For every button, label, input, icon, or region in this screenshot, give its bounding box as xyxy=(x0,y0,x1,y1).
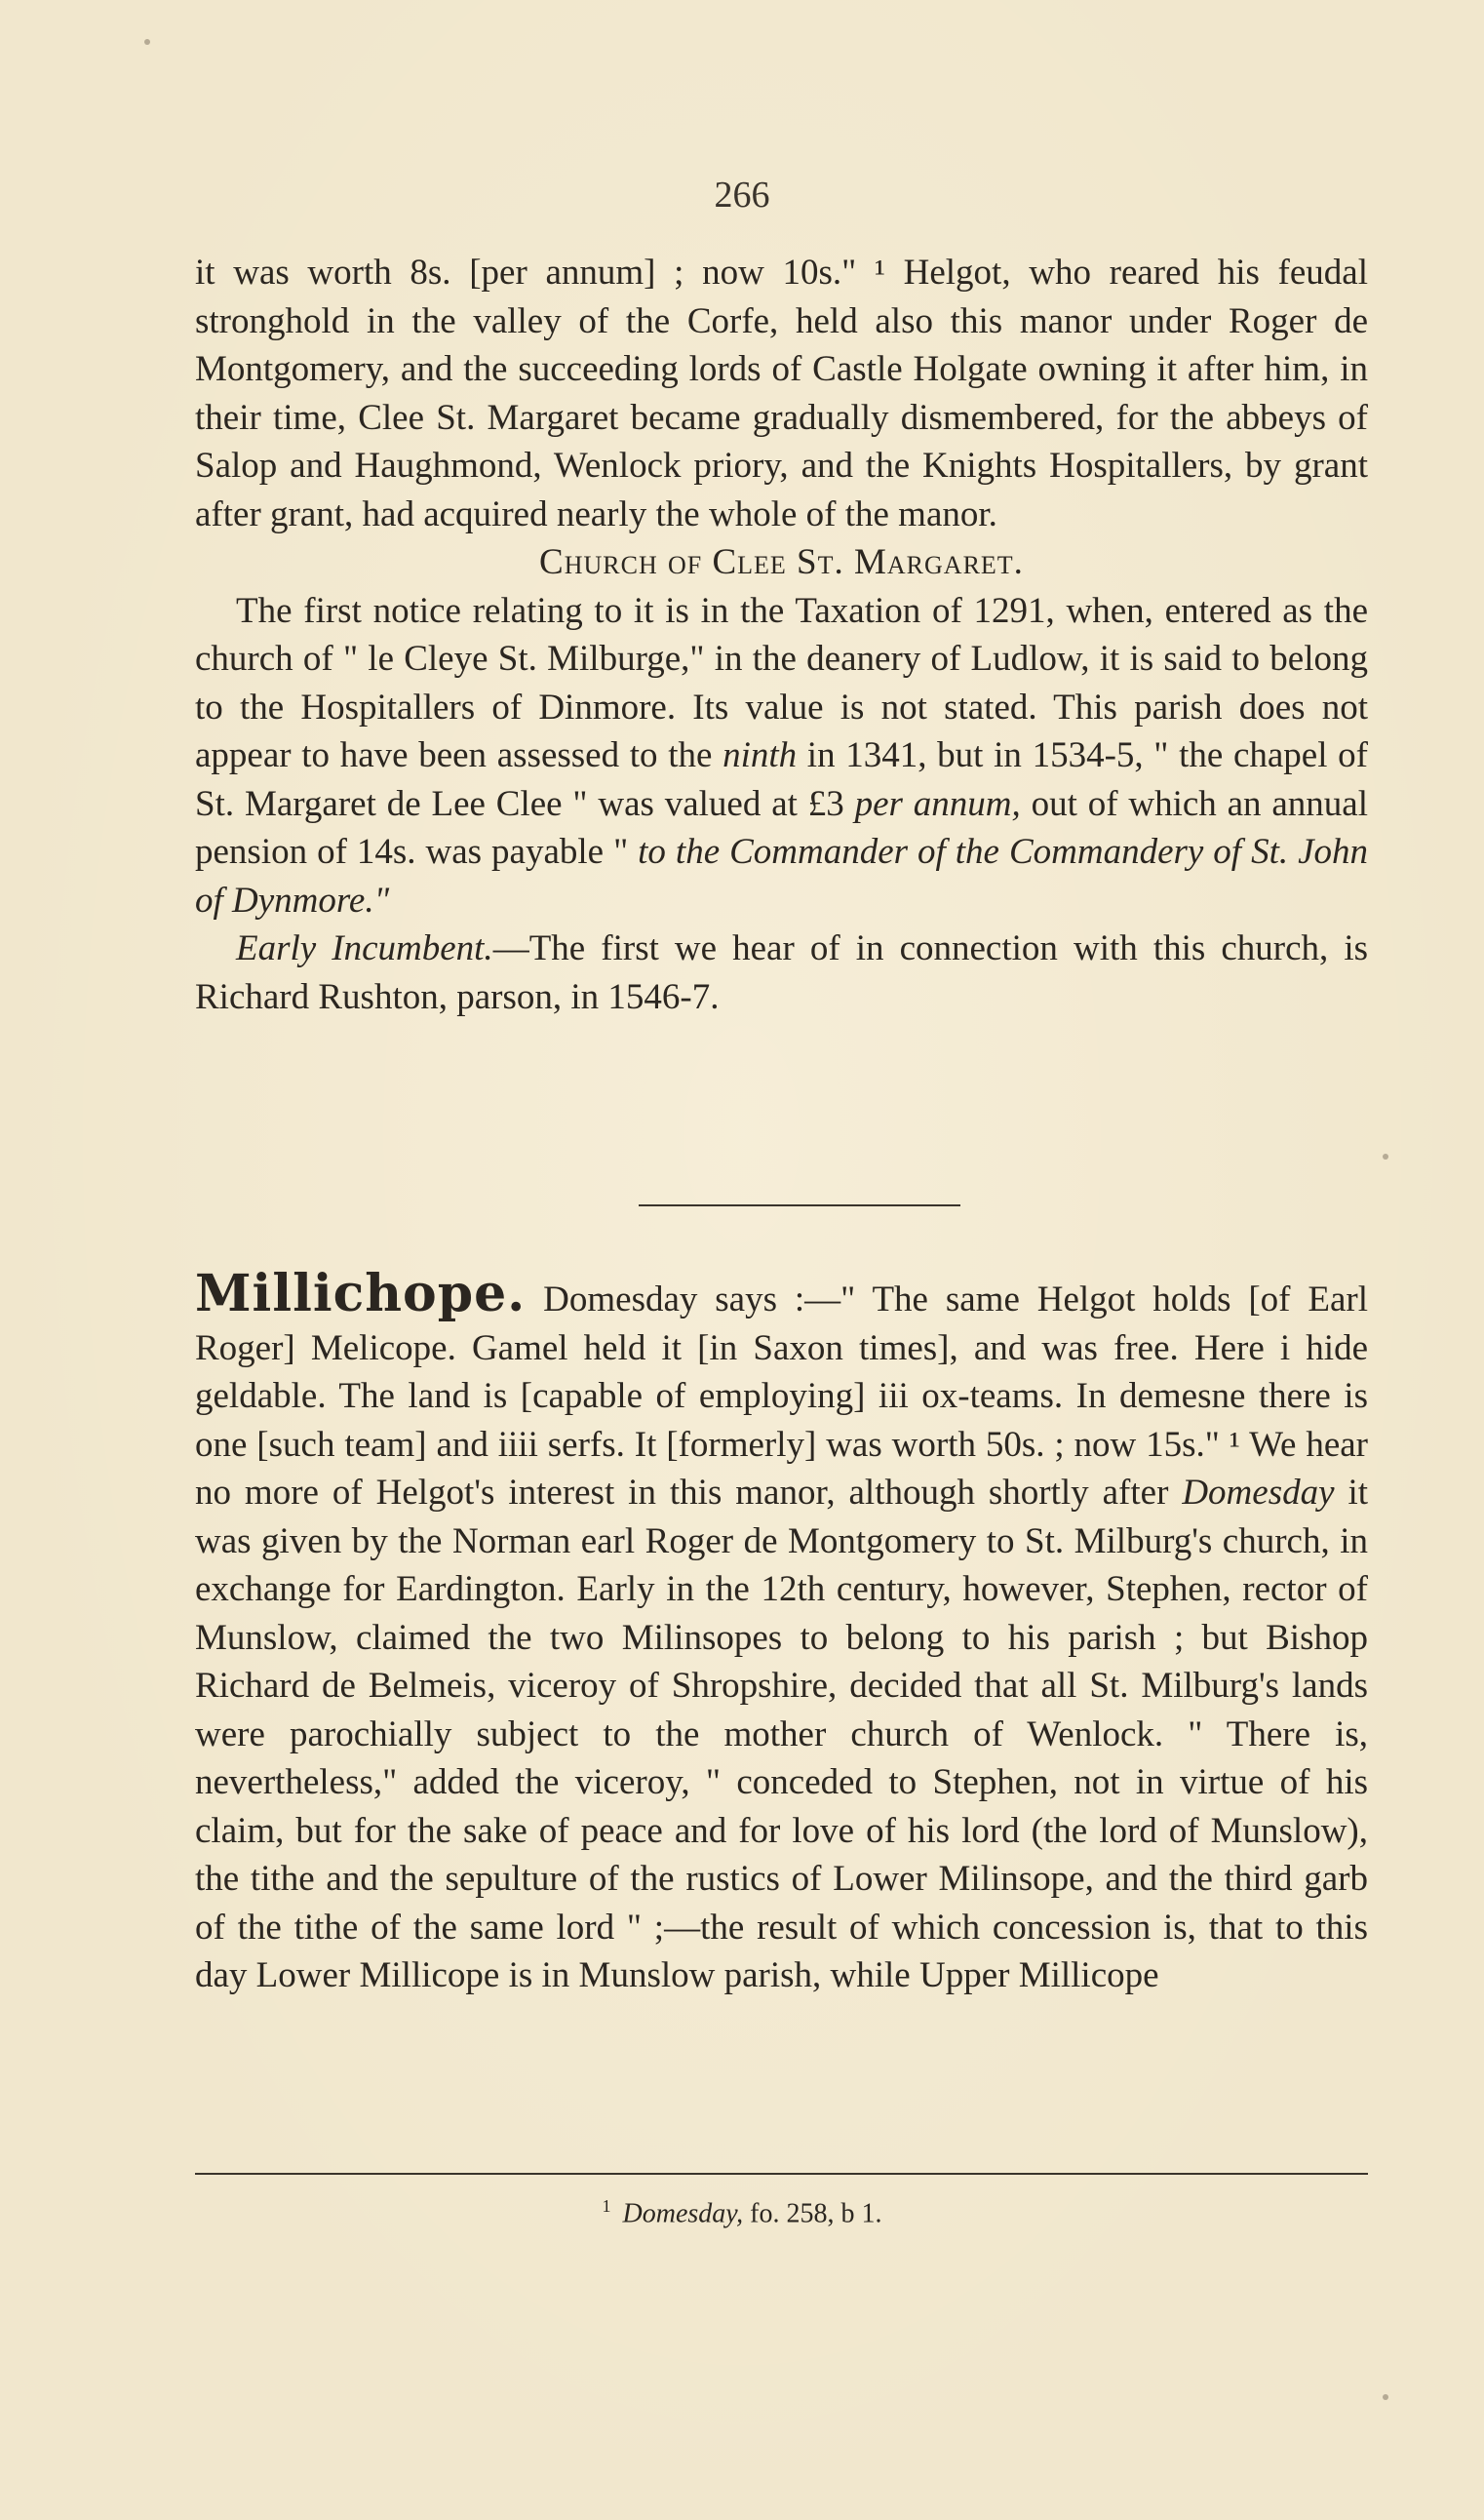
millichope-section xyxy=(195,1264,1369,2000)
section-divider xyxy=(639,1204,960,1206)
millichope-text-a: Domesday says :—" The same Helgot holds [of Earl Roger] Melicope. Gamel held it [in Saxon times], and was free. Here i hide geldable. The land is [capable of employing] iii ox-teams. In demesne there is one [such team] and iiii serfs. It [formerly] was worth 50s. ; now 15s." ¹ We hear no more of Helgot's interest in this manor, although shortly after xyxy=(195,1280,1368,1513)
paper-speck xyxy=(1383,1154,1388,1160)
ninth-italic: ninth xyxy=(722,735,798,775)
millichope-title: Millichope. xyxy=(195,1264,527,1323)
taxation-text-c: out of which an annual pension of 14s. was payable " xyxy=(195,783,1369,872)
taxation-text-b: in 1341, but in 1534-5, " the chapel of St. Margaret de Lee Clee " was valued at £3 xyxy=(195,735,1368,824)
early-incumbent-label: Early Incumbent. xyxy=(236,928,493,968)
footnote-rule xyxy=(195,2173,1368,2175)
millichope-text-b: it was given by the Norman earl Roger de Montgomery to St. Milburg's church, in exchange for Eardington. Early in the 12th century, however, Stephen, rector of Munslow, claimed the two Milinsopes to belong to his parish ; but Bishop Richard de Belmeis, viceroy of Shropshire, decided that all St. Milburg's lands were parochially subject to the mother church of Wenlock. " There is, nevertheless," added the viceroy, " conceded to Stephen, not in virtue of his claim, but for the sake of peace and for love of his lord (the lord of Munslow), the tithe and the sepulture of the rustics of Lower Milinsope, and the third garb of the tithe of the same lord " ;—the result of which concession is, that to this day Lower Millicope is in Munslow parish, while Upper Millicope xyxy=(195,1473,1369,1995)
footnote-source: Domesday, xyxy=(622,2198,744,2229)
millichope-paragraph xyxy=(195,1264,1369,2000)
church-heading: Church of Clee St. Margaret. xyxy=(539,542,1024,582)
footnote xyxy=(0,2196,1484,2229)
paper-speck xyxy=(1383,2394,1388,2400)
per-annum-italic: per annum, xyxy=(854,783,1021,824)
page-number: 266 xyxy=(714,175,770,216)
early-incumbent-paragraph xyxy=(195,925,1368,1021)
taxation-text-a: The first notice relating to it is in the Taxation of 1291, when, entered as the church of " le Cleye St. Milburge," in the deanery of Ludlow, it is said to belong to the Hospitallers of Dinmore. Its value is not stated. This parish does not appear to have been assessed to the xyxy=(195,590,1368,775)
paper-speck xyxy=(144,39,150,45)
domesday-italic: Domesday xyxy=(1182,1473,1335,1513)
footnote-marker: 1 xyxy=(602,2196,611,2216)
manor-history-paragraph: it was worth 8s. [per annum] ; now 10s." ¹ Helgot, who reared his feudal stronghold in the valley of the Corfe, held also this manor under Roger de Montgomery, and the succeeding lords of Castle Holgate owning it after him, in their time, Clee St. Margaret became gradually dismembered, for the abbeys of Salop and Haughmond, Wenlock priory, and the Knights Hospitallers, by grant after grant, had acquired nearly the whole of the manor. xyxy=(195,253,1368,534)
church-taxation-paragraph xyxy=(195,587,1368,925)
clee-st-margaret-section xyxy=(195,249,1368,1021)
footnote-ref: fo. 258, b 1. xyxy=(743,2198,882,2229)
early-incumbent-text: —The first we hear of in connection with this church, is Richard Rushton, parson, in 1546-7. xyxy=(195,928,1368,1017)
commandery-italic: to the Commander of the Commandery of St. John of Dynmore." xyxy=(195,832,1369,921)
